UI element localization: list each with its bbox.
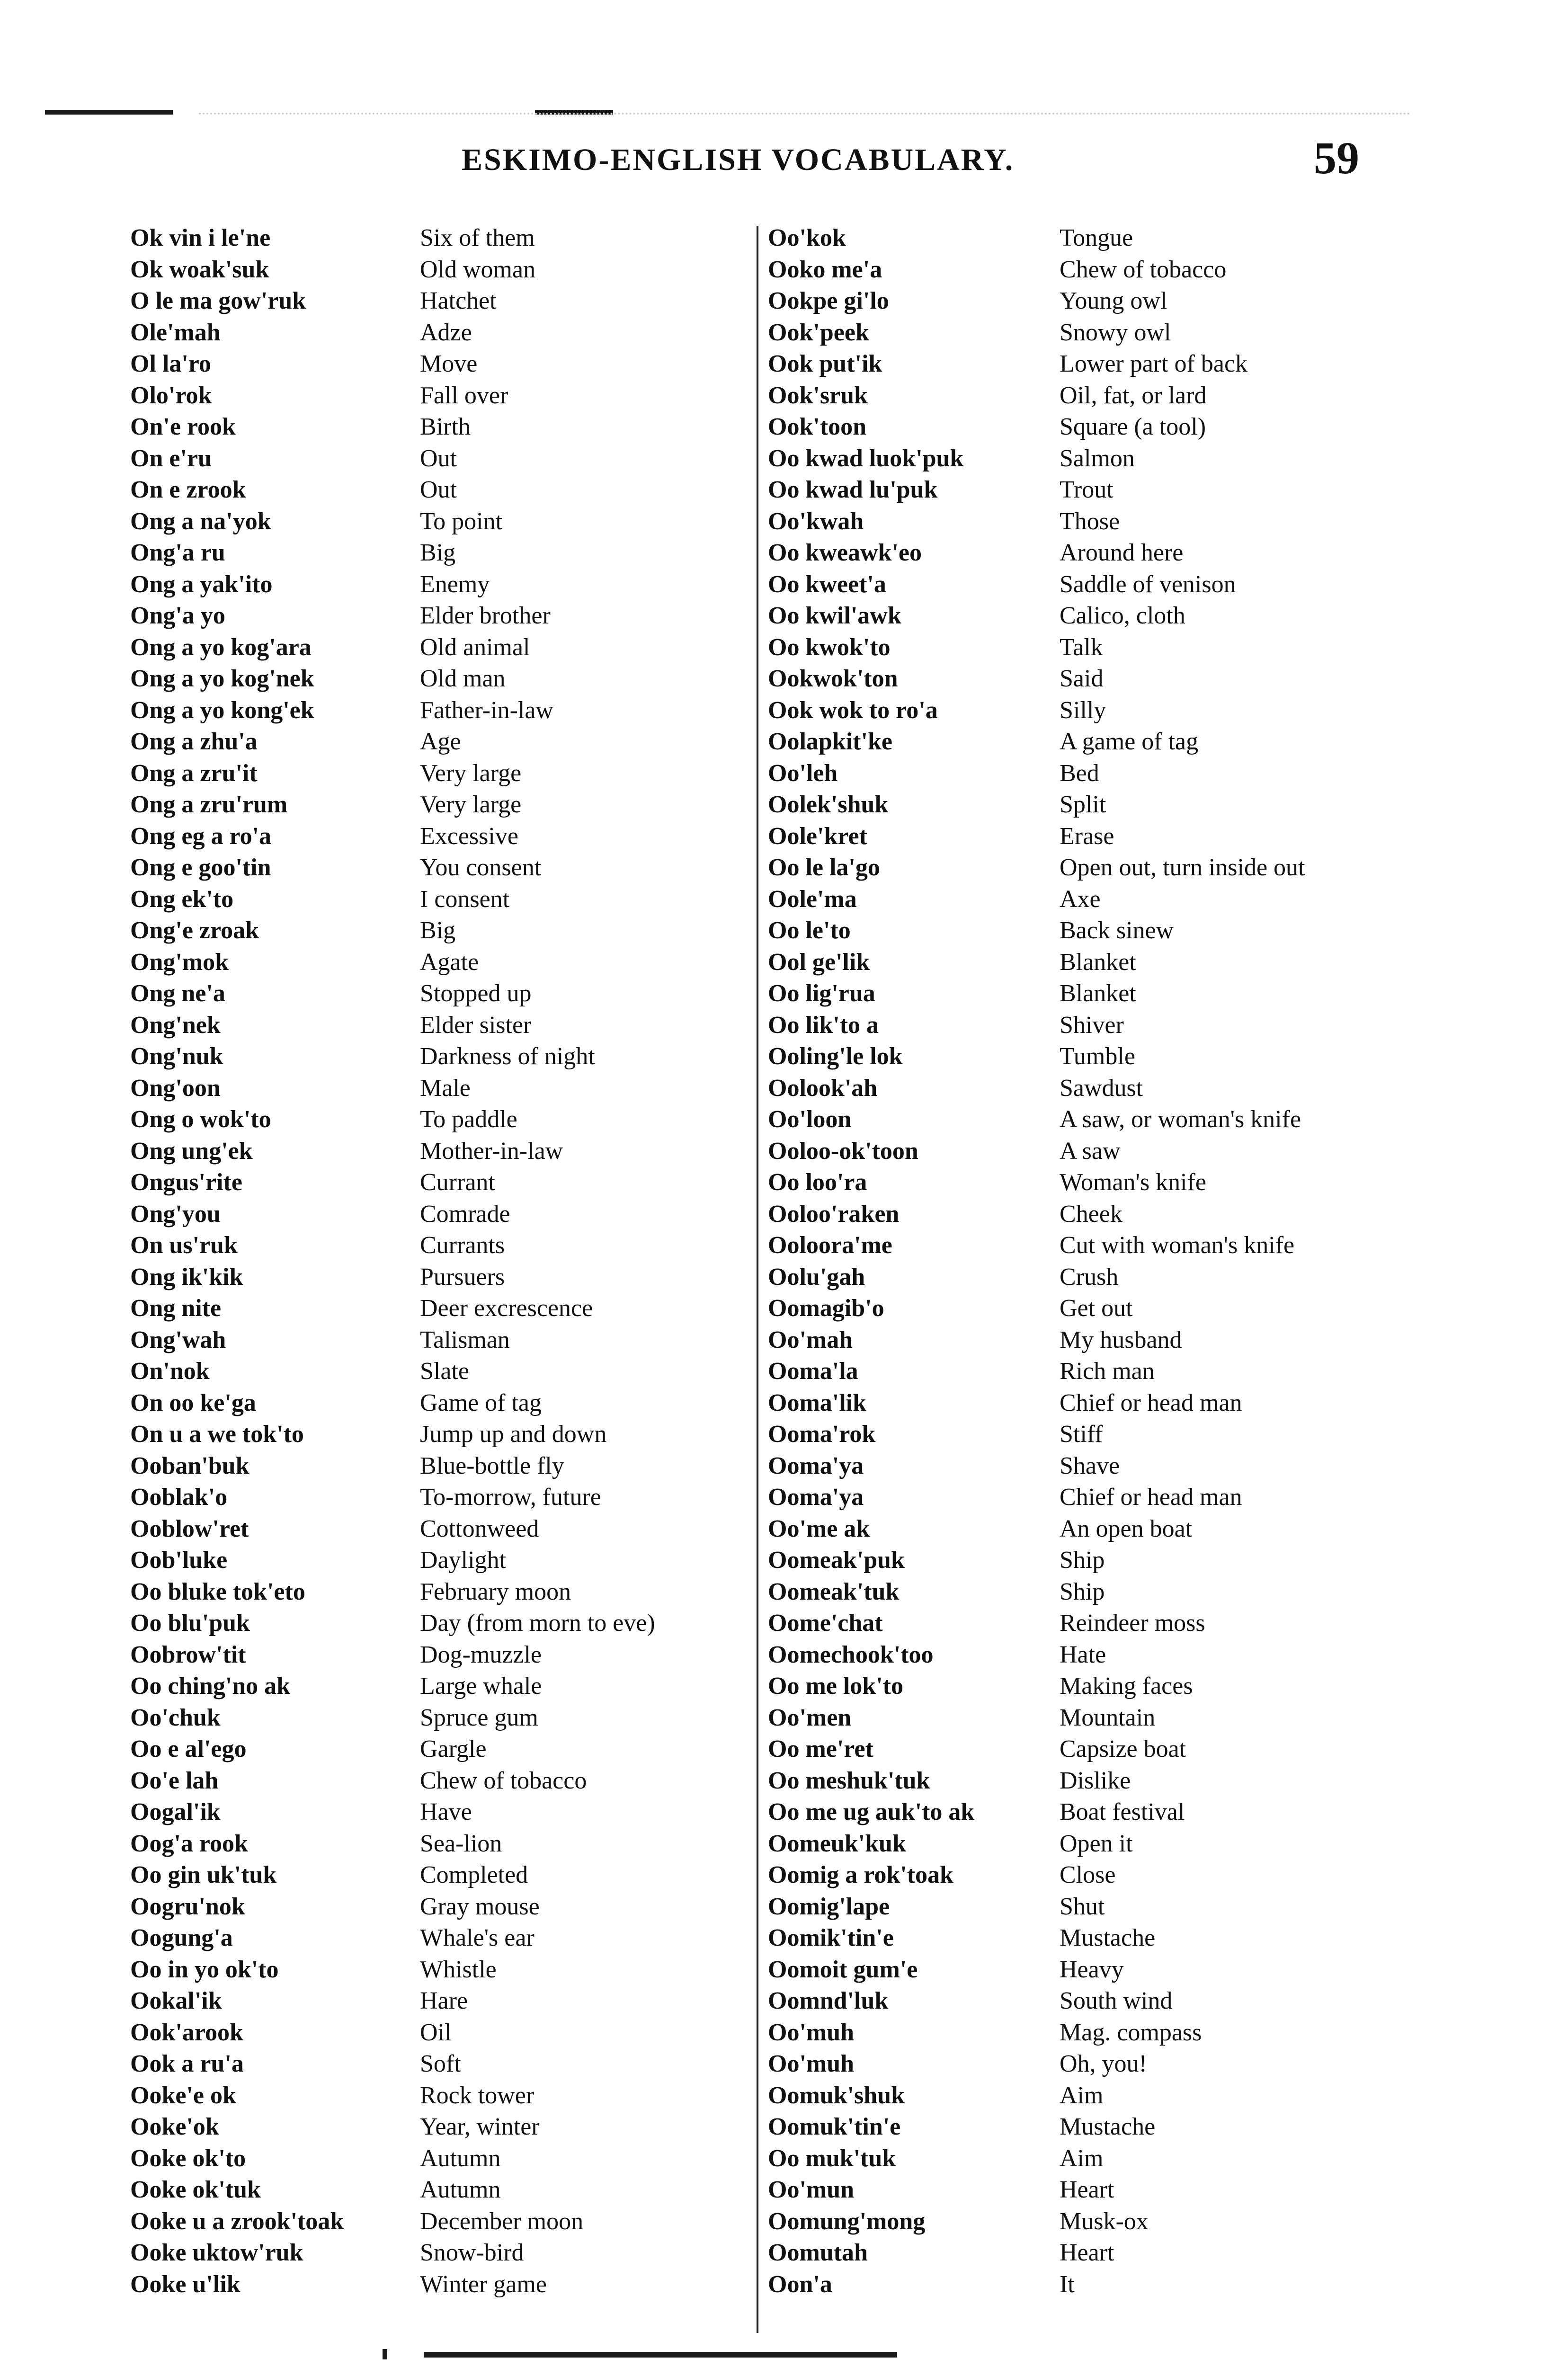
- english-gloss: Big: [420, 539, 456, 566]
- english-gloss: Have: [420, 1798, 472, 1825]
- eskimo-term: Ooma'ya: [768, 1452, 864, 1479]
- eskimo-term: Ong ik'kik: [130, 1263, 243, 1290]
- english-gloss: Those: [1060, 507, 1120, 535]
- eskimo-term: Ooloo'raken: [768, 1200, 900, 1228]
- english-gloss: Large whale: [420, 1673, 542, 1700]
- english-gloss: Mustache: [1060, 2113, 1156, 2140]
- top-dotted-noise: [199, 113, 1411, 115]
- english-gloss: Tongue: [1060, 224, 1133, 251]
- english-gloss: Autumn: [420, 2145, 501, 2172]
- english-gloss: Chief or head man: [1060, 1389, 1242, 1416]
- eskimo-term: O le ma gow'ruk: [130, 287, 306, 314]
- english-gloss: Calico, cloth: [1060, 602, 1185, 629]
- english-gloss: Heart: [1060, 2239, 1114, 2266]
- eskimo-term: Ong a yo kog'nek: [130, 665, 314, 692]
- english-gloss: Boat festival: [1060, 1798, 1185, 1825]
- eskimo-term: Oo in yo ok'to: [130, 1956, 279, 1983]
- eskimo-term: Ong ek'to: [130, 885, 234, 913]
- eskimo-term: Ong a na'yok: [130, 507, 271, 535]
- english-gloss: Cottonweed: [420, 1515, 539, 1542]
- eskimo-term: Oomoit gum'e: [768, 1956, 918, 1983]
- english-gloss: Shiver: [1060, 1011, 1124, 1039]
- english-gloss: Deer excrescence: [420, 1295, 593, 1322]
- eskimo-term: Oomutah: [768, 2239, 868, 2266]
- english-gloss: Very large: [420, 759, 522, 787]
- english-gloss: Said: [1060, 665, 1104, 692]
- eskimo-term: Ong e goo'tin: [130, 854, 271, 881]
- english-gloss: South wind: [1060, 1987, 1173, 2014]
- eskimo-term: Ol la'ro: [130, 350, 211, 377]
- english-gloss: Around here: [1060, 539, 1184, 566]
- eskimo-term: Oomik'tin'e: [768, 1924, 894, 1951]
- eskimo-term: Oomuk'tin'e: [768, 2113, 901, 2140]
- english-gloss: Shut: [1060, 1893, 1105, 1920]
- english-gloss: Crush: [1060, 1263, 1119, 1290]
- eskimo-term: On us'ruk: [130, 1232, 238, 1259]
- english-gloss: Aim: [1060, 2145, 1104, 2172]
- eskimo-term: On oo ke'ga: [130, 1389, 256, 1416]
- eskimo-term: Ong'e zroak: [130, 917, 259, 944]
- eskimo-term: Oo kweawk'eo: [768, 539, 922, 566]
- eskimo-term: Oo'kwah: [768, 507, 864, 535]
- eskimo-term: Oo'muh: [768, 2019, 855, 2046]
- english-gloss: Stiff: [1060, 1421, 1103, 1448]
- eskimo-term: Oo kwok'to: [768, 633, 891, 661]
- eskimo-term: Oo kweet'a: [768, 570, 886, 598]
- eskimo-term: Oo'me ak: [768, 1515, 870, 1542]
- english-gloss: Cheek: [1060, 1200, 1123, 1228]
- eskimo-term: Oogru'nok: [130, 1893, 245, 1920]
- eskimo-term: Oo lik'to a: [768, 1011, 879, 1039]
- english-gloss: Dog-muzzle: [420, 1641, 542, 1668]
- english-gloss: Father-in-law: [420, 696, 553, 724]
- eskimo-term: Oon'a: [768, 2270, 832, 2298]
- page-number: 59: [1314, 133, 1359, 183]
- eskimo-term: Ong'a yo: [130, 602, 225, 629]
- english-gloss: Chew of tobacco: [420, 1767, 587, 1794]
- eskimo-term: Ok vin i le'ne: [130, 224, 271, 251]
- english-gloss: Male: [420, 1074, 471, 1102]
- english-gloss: Stopped up: [420, 980, 532, 1007]
- english-gloss: Snow-bird: [420, 2239, 524, 2266]
- eskimo-term: Oo loo'ra: [768, 1169, 867, 1196]
- english-gloss: Out: [420, 445, 457, 472]
- english-column-right: [1060, 222, 1305, 2300]
- eskimo-term: Ooke uktow'ruk: [130, 2239, 303, 2266]
- eskimo-term: Oomagib'o: [768, 1295, 884, 1322]
- english-gloss: Darkness of night: [420, 1043, 595, 1070]
- english-gloss: Spruce gum: [420, 1704, 538, 1731]
- eskimo-term: Ooma'rok: [768, 1421, 876, 1448]
- english-gloss: Mountain: [1060, 1704, 1156, 1731]
- english-gloss: Open out, turn inside out: [1060, 854, 1305, 881]
- eskimo-term: Ookal'ik: [130, 1987, 222, 2014]
- eskimo-column-right: [768, 222, 974, 2300]
- english-gloss: Elder sister: [420, 1011, 532, 1039]
- eskimo-term: Ong'wah: [130, 1326, 226, 1353]
- english-gloss: To point: [420, 507, 503, 535]
- eskimo-term: Ok woak'suk: [130, 256, 269, 283]
- eskimo-term: Ook'toon: [768, 413, 867, 440]
- eskimo-term: Ook'arook: [130, 2019, 243, 2046]
- eskimo-term: Oo lig'rua: [768, 980, 875, 1007]
- eskimo-term: Ooke'ok: [130, 2113, 219, 2140]
- eskimo-term: Ooma'la: [768, 1358, 858, 1385]
- english-gloss: Making faces: [1060, 1673, 1193, 1700]
- english-gloss: Pursuers: [420, 1263, 505, 1290]
- eskimo-term: Oo bluke tok'eto: [130, 1578, 305, 1605]
- english-gloss: Comrade: [420, 1200, 510, 1228]
- eskimo-term: Oo'mah: [768, 1326, 853, 1353]
- eskimo-term: Ookpe gi'lo: [768, 287, 889, 314]
- english-gloss: Winter game: [420, 2270, 547, 2298]
- bottom-tick-mark: [383, 2349, 387, 2359]
- english-gloss: Square (a tool): [1060, 413, 1206, 440]
- english-gloss: Autumn: [420, 2176, 501, 2203]
- english-gloss: Blue-bottle fly: [420, 1452, 564, 1479]
- eskimo-term: Ong ung'ek: [130, 1137, 253, 1165]
- english-gloss: February moon: [420, 1578, 571, 1605]
- eskimo-term: Oomuk'shuk: [768, 2082, 905, 2109]
- eskimo-term: Oo le la'go: [768, 854, 880, 881]
- eskimo-term: On e zrook: [130, 476, 246, 503]
- english-gloss: Lower part of back: [1060, 350, 1248, 377]
- eskimo-term: Ong'a ru: [130, 539, 225, 566]
- english-gloss: Musk-ox: [1060, 2207, 1149, 2235]
- english-gloss: Gray mouse: [420, 1893, 540, 1920]
- english-gloss: Bed: [1060, 759, 1099, 787]
- english-gloss: You consent: [420, 854, 542, 881]
- eskimo-term: Ooke ok'to: [130, 2145, 246, 2172]
- english-gloss: Old animal: [420, 633, 530, 661]
- eskimo-term: Ong a zru'rum: [130, 791, 288, 818]
- english-gloss: Whale's ear: [420, 1924, 535, 1951]
- eskimo-term: Oo me'ret: [768, 1735, 873, 1762]
- english-gloss: Chew of tobacco: [1060, 256, 1227, 283]
- eskimo-term: Ongus'rite: [130, 1169, 242, 1196]
- eskimo-term: Ooling'le lok: [768, 1043, 903, 1070]
- english-gloss: Daylight: [420, 1547, 506, 1574]
- english-gloss: Gargle: [420, 1735, 487, 1762]
- english-gloss: Aim: [1060, 2082, 1104, 2109]
- english-gloss: Year, winter: [420, 2113, 540, 2140]
- eskimo-term: Ooblak'o: [130, 1484, 228, 1511]
- english-gloss: Out: [420, 476, 457, 503]
- english-gloss: Old man: [420, 665, 506, 692]
- eskimo-term: Ong nite: [130, 1295, 222, 1322]
- eskimo-term: Ong'oon: [130, 1074, 221, 1102]
- english-gloss: Birth: [420, 413, 471, 440]
- eskimo-term: Oog'a rook: [130, 1830, 248, 1857]
- eskimo-term: Ong o wok'to: [130, 1106, 271, 1133]
- english-gloss: Elder brother: [420, 602, 551, 629]
- english-gloss: Get out: [1060, 1295, 1133, 1322]
- english-gloss: Whistle: [420, 1956, 497, 1983]
- eskimo-term: Ool ge'lik: [768, 948, 870, 976]
- english-gloss: Reindeer moss: [1060, 1610, 1205, 1637]
- english-gloss: December moon: [420, 2207, 584, 2235]
- english-gloss: Mag. compass: [1060, 2019, 1202, 2046]
- eskimo-term: Ooke u'lik: [130, 2270, 241, 2298]
- english-gloss: Shave: [1060, 1452, 1120, 1479]
- english-gloss: It: [1060, 2270, 1075, 2298]
- eskimo-term: Ong a zru'it: [130, 759, 258, 787]
- english-gloss: Cut with woman's knife: [1060, 1232, 1295, 1259]
- eskimo-term: Oo'kok: [768, 224, 846, 251]
- eskimo-term: Oo'men: [768, 1704, 852, 1731]
- english-gloss: Soft: [420, 2050, 461, 2077]
- english-gloss: Axe: [1060, 885, 1101, 913]
- eskimo-term: On'nok: [130, 1358, 210, 1385]
- eskimo-term: Oomeak'tuk: [768, 1578, 900, 1605]
- english-gloss: Excessive: [420, 822, 518, 850]
- english-gloss: Enemy: [420, 570, 490, 598]
- eskimo-term: Ook a ru'a: [130, 2050, 244, 2077]
- english-gloss: Snowy owl: [1060, 319, 1171, 346]
- english-gloss: A saw, or woman's knife: [1060, 1106, 1301, 1133]
- english-gloss: Big: [420, 917, 456, 944]
- eskimo-term: Ook put'ik: [768, 350, 882, 377]
- eskimo-term: On u a we tok'to: [130, 1421, 304, 1448]
- english-gloss: Chief or head man: [1060, 1484, 1242, 1511]
- bottom-rule: [424, 2352, 897, 2358]
- eskimo-term: Oo kwil'awk: [768, 602, 901, 629]
- english-gloss: Oil, fat, or lard: [1060, 382, 1207, 409]
- eskimo-term: Oolapkit'ke: [768, 728, 892, 755]
- eskimo-term: Oo blu'puk: [130, 1610, 250, 1637]
- eskimo-term: Oo muk'tuk: [768, 2145, 896, 2172]
- eskimo-term: Oomung'mong: [768, 2207, 926, 2235]
- english-gloss: Heart: [1060, 2176, 1114, 2203]
- eskimo-term: Oo'mun: [768, 2176, 855, 2203]
- english-gloss: Ship: [1060, 1547, 1105, 1574]
- english-gloss: Silly: [1060, 696, 1106, 724]
- eskimo-term: Ook'peek: [768, 319, 869, 346]
- english-gloss: Currants: [420, 1232, 505, 1259]
- english-gloss: Fall over: [420, 382, 508, 409]
- english-gloss: To-morrow, future: [420, 1484, 601, 1511]
- english-gloss: Capsize boat: [1060, 1735, 1186, 1762]
- english-gloss: Completed: [420, 1861, 528, 1888]
- english-gloss: A game of tag: [1060, 728, 1199, 755]
- english-gloss: Erase: [1060, 822, 1114, 850]
- english-gloss: Old woman: [420, 256, 536, 283]
- eskimo-term: Oo kwad lu'puk: [768, 476, 938, 503]
- english-gloss: Agate: [420, 948, 479, 976]
- eskimo-term: Ooban'buk: [130, 1452, 249, 1479]
- english-gloss: Ship: [1060, 1578, 1105, 1605]
- english-gloss: An open boat: [1060, 1515, 1193, 1542]
- english-gloss: Woman's knife: [1060, 1169, 1206, 1196]
- english-gloss: Trout: [1060, 476, 1114, 503]
- english-gloss: Jump up and down: [420, 1421, 607, 1448]
- eskimo-term: Ooke u a zrook'toak: [130, 2207, 344, 2235]
- eskimo-term: Oo me ug auk'to ak: [768, 1798, 975, 1825]
- eskimo-term: Ong a yo kong'ek: [130, 696, 314, 724]
- eskimo-term: Ong a yak'ito: [130, 570, 273, 598]
- eskimo-term: Ooloora'me: [768, 1232, 892, 1259]
- english-gloss: Sea-lion: [420, 1830, 502, 1857]
- eskimo-term: Ooke ok'tuk: [130, 2176, 261, 2203]
- eskimo-term: Oo meshuk'tuk: [768, 1767, 930, 1794]
- eskimo-term: Ooke'e ok: [130, 2082, 236, 2109]
- english-column-left: [420, 222, 655, 2300]
- english-gloss: Dislike: [1060, 1767, 1131, 1794]
- eskimo-term: Oo'leh: [768, 759, 838, 787]
- english-gloss: Rich man: [1060, 1358, 1155, 1385]
- english-gloss: Hare: [420, 1987, 468, 2014]
- eskimo-term: Oomig a rok'toak: [768, 1861, 953, 1888]
- english-gloss: Back sinew: [1060, 917, 1174, 944]
- eskimo-term: Oo e al'ego: [130, 1735, 247, 1762]
- eskimo-term: Ong'nek: [130, 1011, 221, 1039]
- top-left-rule: [45, 110, 173, 115]
- eskimo-term: Oogung'a: [130, 1924, 233, 1951]
- eskimo-term: Oome'chat: [768, 1610, 883, 1637]
- eskimo-term: Ooloo-ok'toon: [768, 1137, 918, 1165]
- english-gloss: Adze: [420, 319, 472, 346]
- eskimo-term: Ooma'ya: [768, 1484, 864, 1511]
- eskimo-term: Oomnd'luk: [768, 1987, 889, 2014]
- english-gloss: Sawdust: [1060, 1074, 1143, 1102]
- eskimo-term: Ong'nuk: [130, 1043, 223, 1070]
- english-gloss: Game of tag: [420, 1389, 542, 1416]
- english-gloss: I consent: [420, 885, 510, 913]
- column-divider: [757, 226, 758, 2333]
- english-gloss: Oh, you!: [1060, 2050, 1147, 2077]
- eskimo-term: Oomeuk'kuk: [768, 1830, 906, 1857]
- english-gloss: Oil: [420, 2019, 452, 2046]
- english-gloss: Move: [420, 350, 478, 377]
- eskimo-term: Ong eg a ro'a: [130, 822, 272, 850]
- eskimo-term: Ong a zhu'a: [130, 728, 258, 755]
- eskimo-term: Oomig'lape: [768, 1893, 890, 1920]
- eskimo-term: Ookwok'ton: [768, 665, 898, 692]
- eskimo-term: Oogal'ik: [130, 1798, 221, 1825]
- eskimo-term: Oo'loon: [768, 1106, 852, 1133]
- english-gloss: To paddle: [420, 1106, 517, 1133]
- eskimo-term: Oomeak'puk: [768, 1547, 905, 1574]
- eskimo-term: Oob'luke: [130, 1547, 228, 1574]
- english-gloss: Open it: [1060, 1830, 1133, 1857]
- eskimo-term: Ong'you: [130, 1200, 221, 1228]
- eskimo-term: On'e rook: [130, 413, 236, 440]
- english-gloss: Close: [1060, 1861, 1116, 1888]
- english-gloss: Talisman: [420, 1326, 510, 1353]
- eskimo-term: Ook'sruk: [768, 382, 868, 409]
- eskimo-term: Oo'e lah: [130, 1767, 219, 1794]
- eskimo-term: Ooma'lik: [768, 1389, 867, 1416]
- eskimo-term: Ooblow'ret: [130, 1515, 249, 1542]
- english-gloss: Hate: [1060, 1641, 1106, 1668]
- english-gloss: Slate: [420, 1358, 469, 1385]
- english-gloss: Blanket: [1060, 948, 1136, 976]
- english-gloss: Blanket: [1060, 980, 1136, 1007]
- eskimo-term: Oomechook'too: [768, 1641, 934, 1668]
- english-gloss: Currant: [420, 1169, 495, 1196]
- eskimo-term: Oo gin uk'tuk: [130, 1861, 277, 1888]
- english-gloss: Mother-in-law: [420, 1137, 563, 1165]
- eskimo-term: Ooko me'a: [768, 256, 882, 283]
- english-gloss: Rock tower: [420, 2082, 535, 2109]
- eskimo-term: Oo'muh: [768, 2050, 855, 2077]
- english-gloss: Mustache: [1060, 1924, 1156, 1951]
- eskimo-term: Oo le'to: [768, 917, 851, 944]
- eskimo-term: Oo me lok'to: [768, 1673, 903, 1700]
- english-gloss: Hatchet: [420, 287, 497, 314]
- english-gloss: Salmon: [1060, 445, 1135, 472]
- eskimo-term: Oolook'ah: [768, 1074, 878, 1102]
- english-gloss: Split: [1060, 791, 1106, 818]
- english-gloss: Saddle of venison: [1060, 570, 1236, 598]
- eskimo-term: Oo ching'no ak: [130, 1673, 291, 1700]
- english-gloss: Day (from morn to eve): [420, 1610, 655, 1637]
- eskimo-term: Oobrow'tit: [130, 1641, 246, 1668]
- english-gloss: Very large: [420, 791, 522, 818]
- eskimo-term: Ong a yo kog'ara: [130, 633, 312, 661]
- eskimo-term: Oole'kret: [768, 822, 867, 850]
- eskimo-term: Ole'mah: [130, 319, 221, 346]
- english-gloss: Tumble: [1060, 1043, 1135, 1070]
- english-gloss: Age: [420, 728, 461, 755]
- english-gloss: Six of them: [420, 224, 535, 251]
- english-gloss: Heavy: [1060, 1956, 1124, 1983]
- eskimo-term: Olo'rok: [130, 382, 212, 409]
- eskimo-term: Ook wok to ro'a: [768, 696, 938, 724]
- eskimo-term: On e'ru: [130, 445, 212, 472]
- eskimo-term: Ong'mok: [130, 948, 229, 976]
- english-gloss: Young owl: [1060, 287, 1167, 314]
- eskimo-column-left: [130, 222, 344, 2300]
- running-head: ESKIMO-ENGLISH VOCABULARY.: [462, 142, 1015, 177]
- eskimo-term: Ong ne'a: [130, 980, 225, 1007]
- english-gloss: Talk: [1060, 633, 1103, 661]
- eskimo-term: Oolu'gah: [768, 1263, 865, 1290]
- english-gloss: My husband: [1060, 1326, 1182, 1353]
- english-gloss: A saw: [1060, 1137, 1121, 1165]
- eskimo-term: Oolek'shuk: [768, 791, 889, 818]
- eskimo-term: Oole'ma: [768, 885, 857, 913]
- eskimo-term: Oo'chuk: [130, 1704, 221, 1731]
- eskimo-term: Oo kwad luok'puk: [768, 445, 964, 472]
